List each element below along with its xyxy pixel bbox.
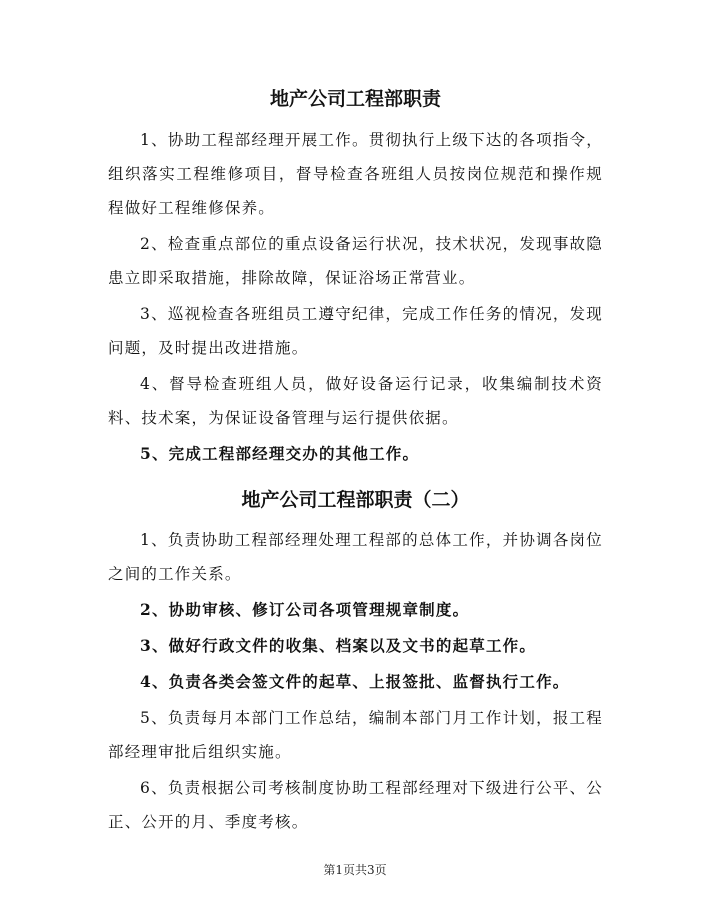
duty-item: 4、督导检查班组人员，做好设备运行记录，收集编制技术资料、技术案，为保证设备管理与运行提供依据。	[108, 375, 603, 427]
duty-item: 2、检查重点部位的重点设备运行状况，技术状况，发现事故隐患立即采取措施，排除故障，保证浴场正常营业。	[108, 235, 603, 287]
duty-item: 1、协助工程部经理开展工作。贯彻执行上级下达的各项指令，组织落实工程维修项目，督导检查各班组人员按岗位规范和操作规程做好工程维修保养。	[108, 131, 603, 217]
document-body	[108, 86, 603, 841]
section-title: 地产公司工程部职责（二）	[241, 489, 470, 511]
document-title: 地产公司工程部职责	[269, 88, 441, 110]
duty-item: 5、完成工程部经理交办的其他工作。	[140, 444, 420, 463]
duty-item: 3、巡视检查各班组员工遵守纪律，完成工作任务的情况，发现问题，及时提出改进措施。	[108, 305, 603, 357]
duty-item: 2、协助审核、修订公司各项管理规章制度。	[140, 600, 470, 619]
duty-item: 4、负责各类会签文件的起草、上报签批、监督执行工作。	[140, 672, 570, 691]
page-number: 第1页共3页	[323, 863, 387, 877]
duty-item: 3、做好行政文件的收集、档案以及文书的起草工作。	[140, 636, 537, 655]
duty-item: 1、负责协助工程部经理处理工程部的总体工作，并协调各岗位之间的工作关系。	[108, 531, 603, 583]
duty-item: 5、负责每月本部门工作总结，编制本部门月工作计划，报工程部经理审批后组织实施。	[108, 709, 603, 761]
duty-item: 6、负责根据公司考核制度协助工程部经理对下级进行公平、公正、公开的月、季度考核。	[108, 779, 603, 831]
